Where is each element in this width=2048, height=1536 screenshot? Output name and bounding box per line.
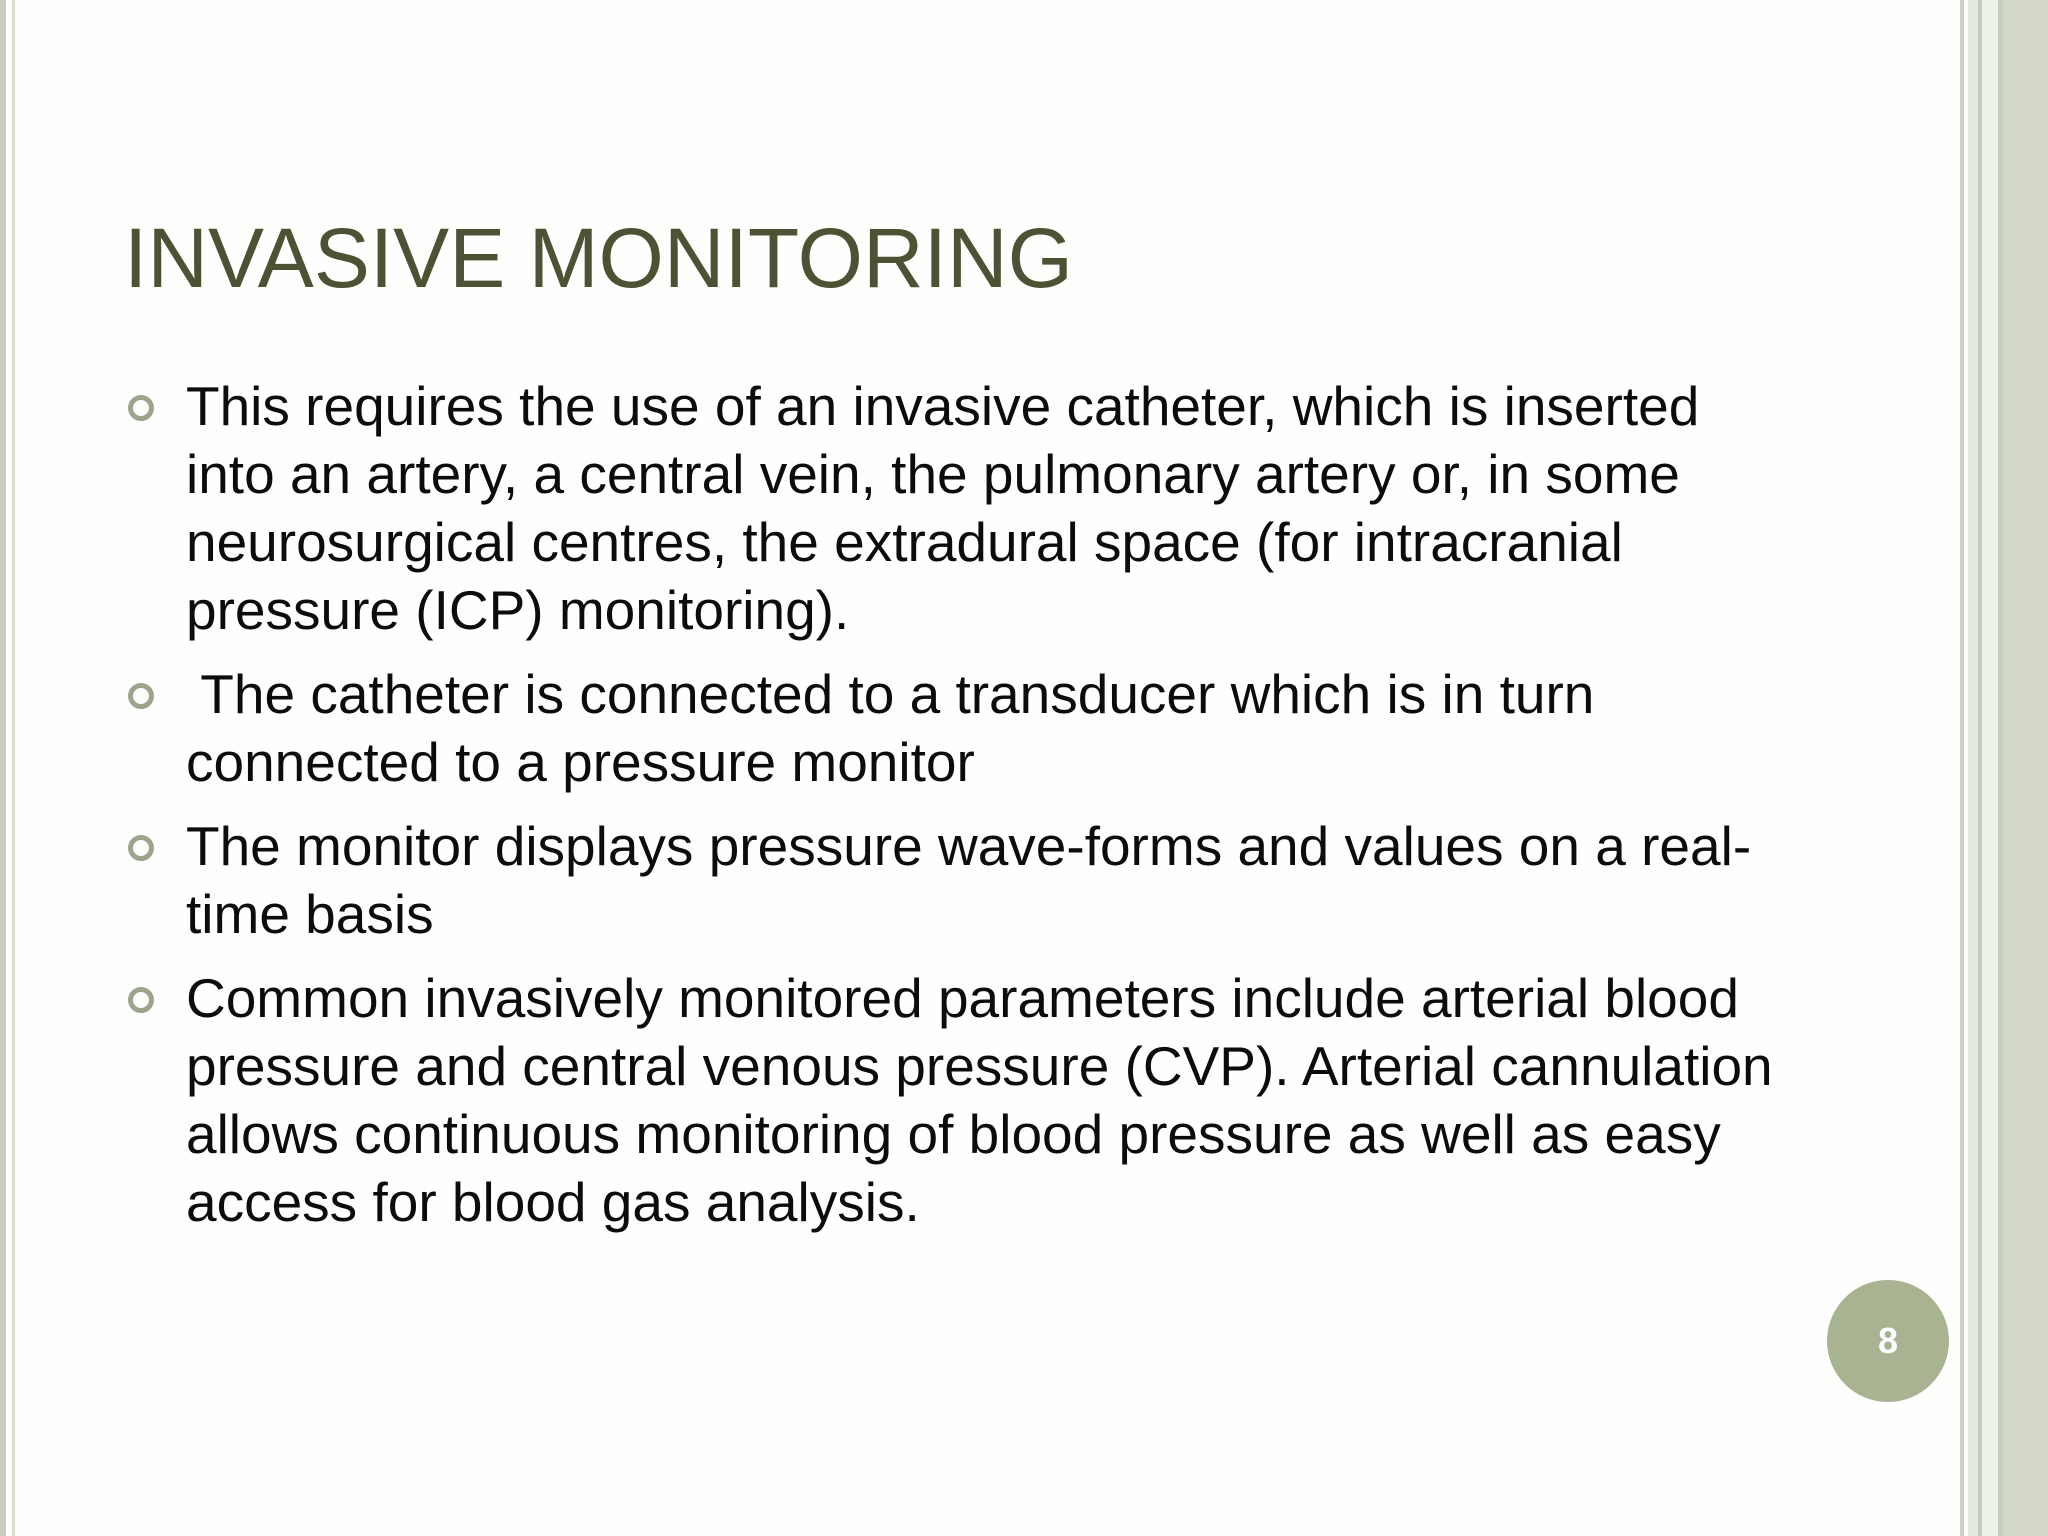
right-decor-stripe bbox=[1982, 0, 1998, 1536]
circle-bullet-icon bbox=[128, 835, 154, 861]
circle-bullet-icon bbox=[128, 395, 154, 421]
bullet-line: neurosurgical centres, the extradural space (for intracranial bbox=[186, 511, 1623, 573]
right-decor-stripe bbox=[1960, 0, 1964, 1536]
circle-bullet-icon bbox=[128, 683, 154, 709]
bullet-list bbox=[126, 372, 1846, 1252]
bullet-line: pressure (ICP) monitoring). bbox=[186, 579, 850, 641]
bullet-line: The monitor displays pressure wave-forms and values on a real- bbox=[186, 815, 1752, 877]
bullet-item bbox=[126, 372, 1846, 644]
right-decor-band bbox=[2003, 0, 2048, 1536]
bullet-line: pressure and central venous pressure (CVP). Arterial cannulation bbox=[186, 1035, 1773, 1097]
bullet-line: connected to a pressure monitor bbox=[186, 731, 975, 793]
bullet-line: This requires the use of an invasive catheter, which is inserted bbox=[186, 375, 1700, 437]
right-decor-stripe bbox=[1968, 0, 1978, 1536]
circle-bullet-icon bbox=[128, 987, 154, 1013]
slide-title: INVASIVE MONITORING bbox=[124, 211, 1074, 305]
left-border-line-inner bbox=[12, 0, 15, 1536]
page-number-badge bbox=[1827, 1280, 1949, 1402]
bullet-line: access for blood gas analysis. bbox=[186, 1171, 920, 1233]
bullet-item bbox=[126, 660, 1846, 796]
bullet-line: allows continuous monitoring of blood pressure as well as easy bbox=[186, 1103, 1721, 1165]
bullet-line: Common invasively monitored parameters include arterial blood bbox=[186, 967, 1739, 1029]
bullet-line: time basis bbox=[186, 883, 434, 945]
bullet-line: into an artery, a central vein, the pulmonary artery or, in some bbox=[186, 443, 1680, 505]
page-number: 8 bbox=[1877, 1320, 1899, 1361]
bullet-line: The catheter is connected to a transducer which is in turn bbox=[186, 663, 1595, 725]
left-border-line bbox=[0, 0, 6, 1536]
bullet-item bbox=[126, 964, 1846, 1236]
bullet-item bbox=[126, 812, 1846, 948]
